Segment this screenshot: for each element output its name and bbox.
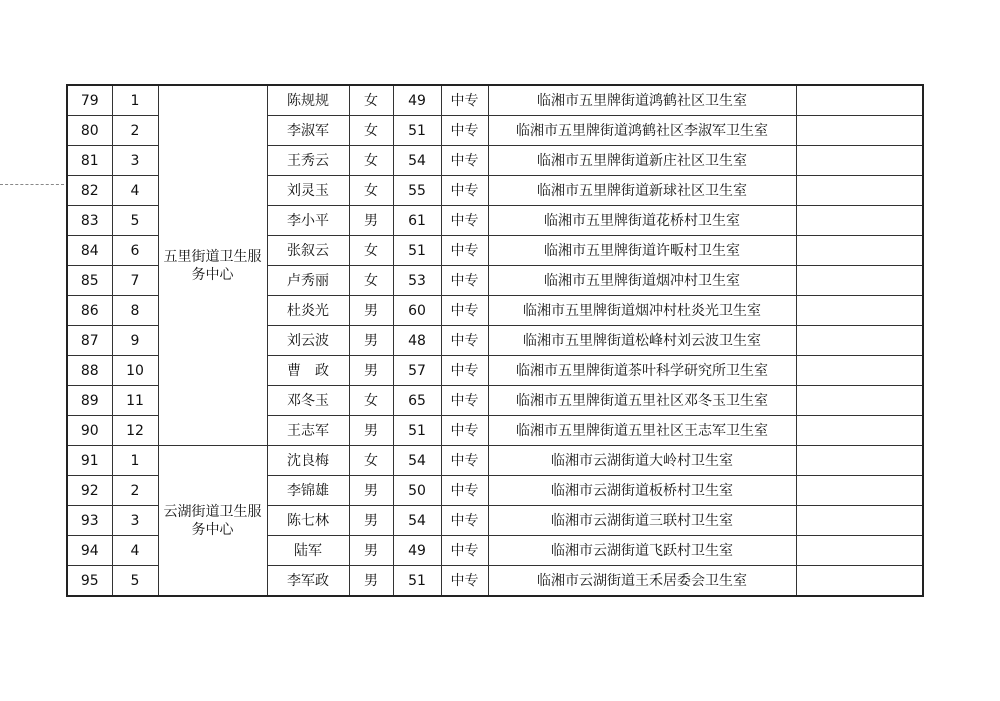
age-cell: 49 <box>393 536 441 566</box>
education-cell: 中专 <box>441 506 488 536</box>
workplace-cell: 临湘市云湖街道三联村卫生室 <box>488 506 796 536</box>
gender-cell: 女 <box>349 446 393 476</box>
age-cell: 54 <box>393 446 441 476</box>
workplace-cell: 临湘市五里牌街道花桥村卫生室 <box>488 206 796 236</box>
age-cell: 50 <box>393 476 441 506</box>
education-cell: 中专 <box>441 536 488 566</box>
age-cell: 51 <box>393 566 441 597</box>
gender-cell: 男 <box>349 296 393 326</box>
age-cell: 55 <box>393 176 441 206</box>
name-cell: 卢秀丽 <box>267 266 349 296</box>
name-cell: 李小平 <box>267 206 349 236</box>
remarks-cell <box>796 266 923 296</box>
age-cell: 54 <box>393 506 441 536</box>
education-cell: 中专 <box>441 176 488 206</box>
roster-body <box>67 85 923 596</box>
sequence-cell: 8 <box>112 296 158 326</box>
education-cell: 中专 <box>441 326 488 356</box>
education-cell: 中专 <box>441 416 488 446</box>
remarks-cell <box>796 146 923 176</box>
row-number-cell: 84 <box>67 236 112 266</box>
gender-cell: 男 <box>349 506 393 536</box>
education-cell: 中专 <box>441 206 488 236</box>
service-center-cell: 五里街道卫生服务中心 <box>158 85 267 446</box>
name-cell: 王志军 <box>267 416 349 446</box>
name-cell: 王秀云 <box>267 146 349 176</box>
row-number-cell: 92 <box>67 476 112 506</box>
workplace-cell: 临湘市五里牌街道许畈村卫生室 <box>488 236 796 266</box>
gender-cell: 男 <box>349 536 393 566</box>
gender-cell: 男 <box>349 356 393 386</box>
row-number-cell: 90 <box>67 416 112 446</box>
workplace-cell: 临湘市五里牌街道新庄社区卫生室 <box>488 146 796 176</box>
remarks-cell <box>796 536 923 566</box>
age-cell: 54 <box>393 146 441 176</box>
remarks-cell <box>796 85 923 116</box>
workplace-cell: 临湘市五里牌街道茶叶科学研究所卫生室 <box>488 356 796 386</box>
name-cell: 沈良梅 <box>267 446 349 476</box>
gender-cell: 男 <box>349 476 393 506</box>
gender-cell: 男 <box>349 416 393 446</box>
name-cell: 刘灵玉 <box>267 176 349 206</box>
name-cell: 陈七林 <box>267 506 349 536</box>
row-number-cell: 89 <box>67 386 112 416</box>
workplace-cell: 临湘市五里牌街道松峰村刘云波卫生室 <box>488 326 796 356</box>
gender-cell: 女 <box>349 386 393 416</box>
age-cell: 51 <box>393 116 441 146</box>
age-cell: 51 <box>393 236 441 266</box>
row-number-cell: 94 <box>67 536 112 566</box>
sequence-cell: 5 <box>112 566 158 597</box>
row-number-cell: 91 <box>67 446 112 476</box>
workplace-cell: 临湘市云湖街道板桥村卫生室 <box>488 476 796 506</box>
name-cell: 李淑军 <box>267 116 349 146</box>
education-cell: 中专 <box>441 296 488 326</box>
gender-cell: 女 <box>349 176 393 206</box>
table-row <box>67 85 923 116</box>
age-cell: 60 <box>393 296 441 326</box>
name-cell: 邓冬玉 <box>267 386 349 416</box>
row-number-cell: 81 <box>67 146 112 176</box>
row-number-cell: 83 <box>67 206 112 236</box>
education-cell: 中专 <box>441 85 488 116</box>
gender-cell: 男 <box>349 326 393 356</box>
education-cell: 中专 <box>441 236 488 266</box>
workplace-cell: 临湘市五里牌街道五里社区邓冬玉卫生室 <box>488 386 796 416</box>
name-cell: 刘云波 <box>267 326 349 356</box>
staff-roster-table <box>66 84 924 597</box>
row-number-cell: 93 <box>67 506 112 536</box>
gender-cell: 女 <box>349 146 393 176</box>
sequence-cell: 6 <box>112 236 158 266</box>
sequence-cell: 2 <box>112 476 158 506</box>
age-cell: 48 <box>393 326 441 356</box>
name-cell: 李锦雄 <box>267 476 349 506</box>
sequence-cell: 5 <box>112 206 158 236</box>
age-cell: 53 <box>393 266 441 296</box>
scan-margin-mark <box>0 184 64 185</box>
workplace-cell: 临湘市五里牌街道五里社区王志军卫生室 <box>488 416 796 446</box>
gender-cell: 女 <box>349 236 393 266</box>
workplace-cell: 临湘市云湖街道飞跃村卫生室 <box>488 536 796 566</box>
age-cell: 65 <box>393 386 441 416</box>
workplace-cell: 临湘市五里牌街道鸿鹤社区李淑军卫生室 <box>488 116 796 146</box>
row-number-cell: 85 <box>67 266 112 296</box>
workplace-cell: 临湘市云湖街道王禾居委会卫生室 <box>488 566 796 597</box>
row-number-cell: 88 <box>67 356 112 386</box>
remarks-cell <box>796 326 923 356</box>
sequence-cell: 1 <box>112 446 158 476</box>
sequence-cell: 11 <box>112 386 158 416</box>
name-cell: 李军政 <box>267 566 349 597</box>
remarks-cell <box>796 446 923 476</box>
remarks-cell <box>796 566 923 597</box>
name-cell: 陆军 <box>267 536 349 566</box>
sequence-cell: 12 <box>112 416 158 446</box>
remarks-cell <box>796 236 923 266</box>
sequence-cell: 3 <box>112 506 158 536</box>
remarks-cell <box>796 416 923 446</box>
education-cell: 中专 <box>441 116 488 146</box>
remarks-cell <box>796 476 923 506</box>
row-number-cell: 82 <box>67 176 112 206</box>
name-cell: 张叙云 <box>267 236 349 266</box>
row-number-cell: 95 <box>67 566 112 597</box>
row-number-cell: 87 <box>67 326 112 356</box>
age-cell: 57 <box>393 356 441 386</box>
education-cell: 中专 <box>441 386 488 416</box>
sequence-cell: 10 <box>112 356 158 386</box>
name-cell: 杜炎光 <box>267 296 349 326</box>
remarks-cell <box>796 176 923 206</box>
age-cell: 51 <box>393 416 441 446</box>
education-cell: 中专 <box>441 566 488 597</box>
name-cell: 曹 政 <box>267 356 349 386</box>
sequence-cell: 7 <box>112 266 158 296</box>
row-number-cell: 86 <box>67 296 112 326</box>
education-cell: 中专 <box>441 146 488 176</box>
gender-cell: 男 <box>349 206 393 236</box>
sequence-cell: 3 <box>112 146 158 176</box>
remarks-cell <box>796 296 923 326</box>
sequence-cell: 2 <box>112 116 158 146</box>
sequence-cell: 9 <box>112 326 158 356</box>
service-center-cell: 云湖街道卫生服务中心 <box>158 446 267 597</box>
gender-cell: 男 <box>349 566 393 597</box>
workplace-cell: 临湘市五里牌街道烟冲村卫生室 <box>488 266 796 296</box>
row-number-cell: 80 <box>67 116 112 146</box>
remarks-cell <box>796 506 923 536</box>
workplace-cell: 临湘市五里牌街道新球社区卫生室 <box>488 176 796 206</box>
workplace-cell: 临湘市五里牌街道鸿鹤社区卫生室 <box>488 85 796 116</box>
row-number-cell: 79 <box>67 85 112 116</box>
workplace-cell: 临湘市云湖街道大岭村卫生室 <box>488 446 796 476</box>
remarks-cell <box>796 116 923 146</box>
gender-cell: 女 <box>349 85 393 116</box>
education-cell: 中专 <box>441 356 488 386</box>
age-cell: 61 <box>393 206 441 236</box>
name-cell: 陈规规 <box>267 85 349 116</box>
remarks-cell <box>796 386 923 416</box>
sequence-cell: 4 <box>112 536 158 566</box>
education-cell: 中专 <box>441 476 488 506</box>
sequence-cell: 4 <box>112 176 158 206</box>
education-cell: 中专 <box>441 266 488 296</box>
workplace-cell: 临湘市五里牌街道烟冲村杜炎光卫生室 <box>488 296 796 326</box>
age-cell: 49 <box>393 85 441 116</box>
table-row <box>67 446 923 476</box>
gender-cell: 女 <box>349 266 393 296</box>
education-cell: 中专 <box>441 446 488 476</box>
sequence-cell: 1 <box>112 85 158 116</box>
remarks-cell <box>796 356 923 386</box>
gender-cell: 女 <box>349 116 393 146</box>
remarks-cell <box>796 206 923 236</box>
